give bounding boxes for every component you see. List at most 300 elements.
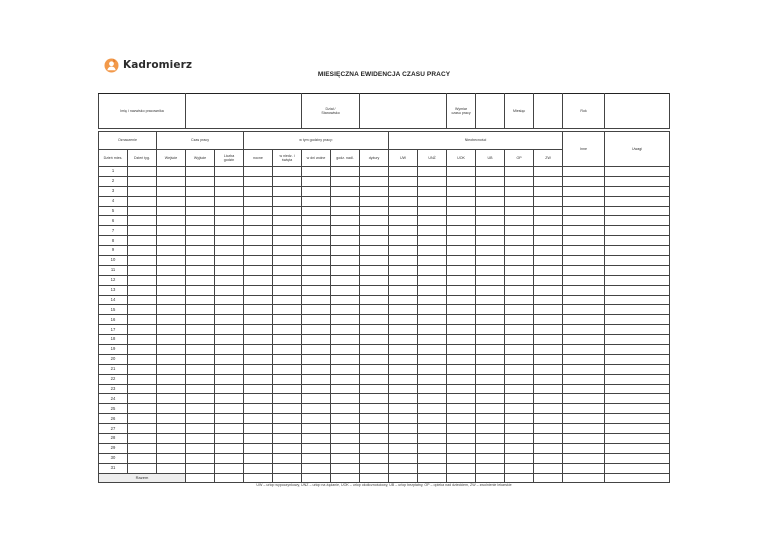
entry-cell[interactable] — [360, 285, 389, 295]
entry-cell[interactable] — [273, 176, 302, 186]
entry-cell[interactable] — [605, 265, 670, 275]
entry-cell[interactable] — [331, 394, 360, 404]
entry-cell[interactable] — [244, 434, 273, 444]
entry-cell[interactable] — [447, 196, 476, 206]
entry-cell[interactable] — [505, 453, 534, 463]
entry-cell[interactable] — [157, 384, 186, 394]
entry-cell[interactable] — [447, 226, 476, 236]
entry-cell[interactable] — [447, 404, 476, 414]
entry-cell[interactable] — [534, 325, 563, 335]
entry-cell[interactable] — [418, 176, 447, 186]
entry-cell[interactable] — [157, 404, 186, 414]
entry-cell[interactable] — [331, 424, 360, 434]
entry-cell[interactable] — [186, 275, 215, 285]
entry-cell[interactable] — [447, 285, 476, 295]
entry-cell[interactable] — [273, 434, 302, 444]
entry-cell[interactable] — [215, 453, 244, 463]
entry-cell[interactable] — [563, 295, 605, 305]
entry-cell[interactable] — [302, 305, 331, 315]
entry-cell[interactable] — [389, 275, 418, 285]
entry-cell[interactable] — [389, 335, 418, 345]
entry-cell[interactable] — [505, 176, 534, 186]
entry-cell[interactable] — [534, 275, 563, 285]
entry-cell[interactable] — [215, 364, 244, 374]
entry-cell[interactable] — [563, 434, 605, 444]
entry-cell[interactable] — [215, 463, 244, 473]
entry-cell[interactable] — [331, 404, 360, 414]
entry-cell[interactable] — [476, 453, 505, 463]
entry-cell[interactable] — [128, 295, 157, 305]
entry-cell[interactable] — [605, 364, 670, 374]
entry-cell[interactable] — [563, 394, 605, 404]
entry-cell[interactable] — [505, 315, 534, 325]
entry-cell[interactable] — [360, 275, 389, 285]
entry-cell[interactable] — [389, 424, 418, 434]
entry-cell[interactable] — [128, 374, 157, 384]
entry-cell[interactable] — [360, 374, 389, 384]
entry-cell[interactable] — [534, 335, 563, 345]
entry-cell[interactable] — [418, 335, 447, 345]
entry-cell[interactable] — [563, 265, 605, 275]
sum-cell[interactable] — [447, 473, 476, 482]
entry-cell[interactable] — [302, 434, 331, 444]
entry-cell[interactable] — [418, 246, 447, 256]
entry-cell[interactable] — [302, 167, 331, 177]
entry-cell[interactable] — [605, 246, 670, 256]
entry-cell[interactable] — [273, 443, 302, 453]
entry-cell[interactable] — [273, 226, 302, 236]
entry-cell[interactable] — [302, 463, 331, 473]
entry-cell[interactable] — [418, 394, 447, 404]
entry-cell[interactable] — [244, 305, 273, 315]
entry-cell[interactable] — [418, 236, 447, 246]
entry-cell[interactable] — [215, 325, 244, 335]
entry-cell[interactable] — [128, 364, 157, 374]
employee-value[interactable] — [186, 94, 302, 129]
entry-cell[interactable] — [215, 246, 244, 256]
entry-cell[interactable] — [447, 463, 476, 473]
entry-cell[interactable] — [476, 384, 505, 394]
entry-cell[interactable] — [389, 404, 418, 414]
entry-cell[interactable] — [186, 196, 215, 206]
entry-cell[interactable] — [563, 315, 605, 325]
entry-cell[interactable] — [389, 295, 418, 305]
entry-cell[interactable] — [186, 453, 215, 463]
entry-cell[interactable] — [563, 345, 605, 355]
entry-cell[interactable] — [563, 285, 605, 295]
entry-cell[interactable] — [215, 305, 244, 315]
entry-cell[interactable] — [215, 404, 244, 414]
entry-cell[interactable] — [605, 404, 670, 414]
entry-cell[interactable] — [447, 265, 476, 275]
entry-cell[interactable] — [157, 295, 186, 305]
sum-cell[interactable] — [418, 473, 447, 482]
entry-cell[interactable] — [360, 345, 389, 355]
entry-cell[interactable] — [447, 434, 476, 444]
entry-cell[interactable] — [563, 354, 605, 364]
entry-cell[interactable] — [215, 374, 244, 384]
entry-cell[interactable] — [215, 434, 244, 444]
entry-cell[interactable] — [244, 364, 273, 374]
entry-cell[interactable] — [505, 295, 534, 305]
entry-cell[interactable] — [389, 354, 418, 364]
entry-cell[interactable] — [447, 374, 476, 384]
entry-cell[interactable] — [505, 325, 534, 335]
entry-cell[interactable] — [273, 424, 302, 434]
entry-cell[interactable] — [331, 414, 360, 424]
entry-cell[interactable] — [418, 404, 447, 414]
entry-cell[interactable] — [244, 345, 273, 355]
entry-cell[interactable] — [331, 354, 360, 364]
entry-cell[interactable] — [447, 315, 476, 325]
entry-cell[interactable] — [534, 424, 563, 434]
entry-cell[interactable] — [505, 424, 534, 434]
entry-cell[interactable] — [186, 325, 215, 335]
entry-cell[interactable] — [186, 256, 215, 266]
entry-cell[interactable] — [418, 443, 447, 453]
entry-cell[interactable] — [302, 453, 331, 463]
entry-cell[interactable] — [563, 424, 605, 434]
entry-cell[interactable] — [389, 246, 418, 256]
entry-cell[interactable] — [563, 335, 605, 345]
sum-cell[interactable] — [186, 473, 215, 482]
entry-cell[interactable] — [563, 167, 605, 177]
entry-cell[interactable] — [534, 414, 563, 424]
entry-cell[interactable] — [244, 325, 273, 335]
entry-cell[interactable] — [563, 226, 605, 236]
entry-cell[interactable] — [447, 275, 476, 285]
entry-cell[interactable] — [215, 236, 244, 246]
entry-cell[interactable] — [128, 305, 157, 315]
entry-cell[interactable] — [563, 186, 605, 196]
entry-cell[interactable] — [244, 236, 273, 246]
entry-cell[interactable] — [418, 167, 447, 177]
entry-cell[interactable] — [244, 315, 273, 325]
entry-cell[interactable] — [418, 453, 447, 463]
entry-cell[interactable] — [273, 186, 302, 196]
entry-cell[interactable] — [389, 345, 418, 355]
entry-cell[interactable] — [418, 275, 447, 285]
entry-cell[interactable] — [331, 345, 360, 355]
entry-cell[interactable] — [360, 256, 389, 266]
entry-cell[interactable] — [273, 374, 302, 384]
entry-cell[interactable] — [447, 354, 476, 364]
entry-cell[interactable] — [563, 453, 605, 463]
entry-cell[interactable] — [505, 335, 534, 345]
entry-cell[interactable] — [331, 374, 360, 384]
entry-cell[interactable] — [215, 265, 244, 275]
sum-cell[interactable] — [389, 473, 418, 482]
entry-cell[interactable] — [605, 285, 670, 295]
entry-cell[interactable] — [389, 176, 418, 186]
sum-cell[interactable] — [534, 473, 563, 482]
entry-cell[interactable] — [605, 345, 670, 355]
entry-cell[interactable] — [128, 453, 157, 463]
entry-cell[interactable] — [331, 434, 360, 444]
entry-cell[interactable] — [418, 325, 447, 335]
entry-cell[interactable] — [534, 236, 563, 246]
sum-cell[interactable] — [505, 473, 534, 482]
entry-cell[interactable] — [215, 226, 244, 236]
entry-cell[interactable] — [563, 216, 605, 226]
entry-cell[interactable] — [360, 404, 389, 414]
entry-cell[interactable] — [215, 335, 244, 345]
entry-cell[interactable] — [128, 216, 157, 226]
entry-cell[interactable] — [157, 434, 186, 444]
entry-cell[interactable] — [605, 463, 670, 473]
entry-cell[interactable] — [273, 265, 302, 275]
month-value[interactable] — [534, 94, 563, 129]
entry-cell[interactable] — [186, 226, 215, 236]
entry-cell[interactable] — [605, 325, 670, 335]
entry-cell[interactable] — [273, 246, 302, 256]
entry-cell[interactable] — [244, 414, 273, 424]
sum-cell[interactable] — [215, 473, 244, 482]
entry-cell[interactable] — [331, 176, 360, 186]
entry-cell[interactable] — [244, 404, 273, 414]
entry-cell[interactable] — [273, 295, 302, 305]
entry-cell[interactable] — [331, 305, 360, 315]
entry-cell[interactable] — [418, 216, 447, 226]
year-value[interactable] — [605, 94, 670, 129]
entry-cell[interactable] — [302, 335, 331, 345]
entry-cell[interactable] — [505, 345, 534, 355]
entry-cell[interactable] — [128, 256, 157, 266]
entry-cell[interactable] — [244, 384, 273, 394]
entry-cell[interactable] — [476, 424, 505, 434]
entry-cell[interactable] — [534, 434, 563, 444]
entry-cell[interactable] — [302, 275, 331, 285]
entry-cell[interactable] — [476, 265, 505, 275]
entry-cell[interactable] — [534, 206, 563, 216]
entry-cell[interactable] — [505, 305, 534, 315]
entry-cell[interactable] — [331, 315, 360, 325]
entry-cell[interactable] — [447, 305, 476, 315]
entry-cell[interactable] — [476, 285, 505, 295]
entry-cell[interactable] — [505, 374, 534, 384]
entry-cell[interactable] — [244, 463, 273, 473]
entry-cell[interactable] — [534, 384, 563, 394]
entry-cell[interactable] — [447, 236, 476, 246]
entry-cell[interactable] — [605, 305, 670, 315]
entry-cell[interactable] — [331, 275, 360, 285]
entry-cell[interactable] — [605, 315, 670, 325]
entry-cell[interactable] — [563, 463, 605, 473]
entry-cell[interactable] — [389, 216, 418, 226]
entry-cell[interactable] — [360, 176, 389, 186]
entry-cell[interactable] — [157, 364, 186, 374]
entry-cell[interactable] — [447, 364, 476, 374]
entry-cell[interactable] — [215, 315, 244, 325]
entry-cell[interactable] — [605, 256, 670, 266]
entry-cell[interactable] — [215, 354, 244, 364]
entry-cell[interactable] — [360, 295, 389, 305]
entry-cell[interactable] — [186, 265, 215, 275]
entry-cell[interactable] — [505, 414, 534, 424]
entry-cell[interactable] — [157, 216, 186, 226]
entry-cell[interactable] — [331, 216, 360, 226]
entry-cell[interactable] — [331, 285, 360, 295]
entry-cell[interactable] — [389, 186, 418, 196]
entry-cell[interactable] — [128, 345, 157, 355]
entry-cell[interactable] — [389, 453, 418, 463]
entry-cell[interactable] — [331, 384, 360, 394]
entry-cell[interactable] — [389, 206, 418, 216]
entry-cell[interactable] — [505, 236, 534, 246]
entry-cell[interactable] — [534, 295, 563, 305]
entry-cell[interactable] — [186, 434, 215, 444]
entry-cell[interactable] — [215, 443, 244, 453]
entry-cell[interactable] — [605, 236, 670, 246]
entry-cell[interactable] — [273, 167, 302, 177]
entry-cell[interactable] — [273, 384, 302, 394]
entry-cell[interactable] — [302, 315, 331, 325]
entry-cell[interactable] — [534, 364, 563, 374]
entry-cell[interactable] — [215, 295, 244, 305]
entry-cell[interactable] — [563, 236, 605, 246]
entry-cell[interactable] — [605, 354, 670, 364]
entry-cell[interactable] — [534, 345, 563, 355]
entry-cell[interactable] — [389, 236, 418, 246]
sum-cell[interactable] — [244, 473, 273, 482]
entry-cell[interactable] — [244, 216, 273, 226]
entry-cell[interactable] — [157, 226, 186, 236]
entry-cell[interactable] — [389, 305, 418, 315]
entry-cell[interactable] — [273, 196, 302, 206]
entry-cell[interactable] — [273, 325, 302, 335]
entry-cell[interactable] — [534, 196, 563, 206]
entry-cell[interactable] — [244, 443, 273, 453]
entry-cell[interactable] — [505, 364, 534, 374]
entry-cell[interactable] — [505, 434, 534, 444]
entry-cell[interactable] — [302, 295, 331, 305]
entry-cell[interactable] — [302, 364, 331, 374]
entry-cell[interactable] — [331, 453, 360, 463]
entry-cell[interactable] — [505, 384, 534, 394]
entry-cell[interactable] — [128, 265, 157, 275]
entry-cell[interactable] — [476, 275, 505, 285]
entry-cell[interactable] — [389, 167, 418, 177]
entry-cell[interactable] — [447, 424, 476, 434]
entry-cell[interactable] — [302, 196, 331, 206]
entry-cell[interactable] — [128, 226, 157, 236]
entry-cell[interactable] — [360, 206, 389, 216]
entry-cell[interactable] — [389, 463, 418, 473]
entry-cell[interactable] — [447, 443, 476, 453]
entry-cell[interactable] — [186, 394, 215, 404]
entry-cell[interactable] — [360, 236, 389, 246]
entry-cell[interactable] — [128, 335, 157, 345]
entry-cell[interactable] — [244, 206, 273, 216]
entry-cell[interactable] — [244, 354, 273, 364]
entry-cell[interactable] — [505, 256, 534, 266]
entry-cell[interactable] — [418, 256, 447, 266]
sum-cell[interactable] — [476, 473, 505, 482]
entry-cell[interactable] — [534, 186, 563, 196]
entry-cell[interactable] — [447, 325, 476, 335]
entry-cell[interactable] — [418, 226, 447, 236]
entry-cell[interactable] — [605, 453, 670, 463]
entry-cell[interactable] — [128, 434, 157, 444]
entry-cell[interactable] — [302, 345, 331, 355]
entry-cell[interactable] — [605, 434, 670, 444]
entry-cell[interactable] — [331, 196, 360, 206]
entry-cell[interactable] — [360, 216, 389, 226]
entry-cell[interactable] — [186, 354, 215, 364]
sum-cell[interactable] — [331, 473, 360, 482]
entry-cell[interactable] — [302, 374, 331, 384]
entry-cell[interactable] — [128, 186, 157, 196]
entry-cell[interactable] — [215, 196, 244, 206]
entry-cell[interactable] — [302, 226, 331, 236]
entry-cell[interactable] — [302, 176, 331, 186]
entry-cell[interactable] — [302, 246, 331, 256]
entry-cell[interactable] — [186, 463, 215, 473]
entry-cell[interactable] — [389, 364, 418, 374]
entry-cell[interactable] — [302, 236, 331, 246]
entry-cell[interactable] — [418, 424, 447, 434]
entry-cell[interactable] — [244, 265, 273, 275]
entry-cell[interactable] — [418, 315, 447, 325]
entry-cell[interactable] — [128, 167, 157, 177]
entry-cell[interactable] — [331, 206, 360, 216]
entry-cell[interactable] — [418, 265, 447, 275]
entry-cell[interactable] — [505, 186, 534, 196]
entry-cell[interactable] — [244, 295, 273, 305]
entry-cell[interactable] — [563, 443, 605, 453]
entry-cell[interactable] — [418, 463, 447, 473]
entry-cell[interactable] — [389, 256, 418, 266]
entry-cell[interactable] — [302, 443, 331, 453]
entry-cell[interactable] — [447, 186, 476, 196]
entry-cell[interactable] — [476, 364, 505, 374]
entry-cell[interactable] — [273, 345, 302, 355]
entry-cell[interactable] — [505, 216, 534, 226]
entry-cell[interactable] — [476, 354, 505, 364]
entry-cell[interactable] — [302, 216, 331, 226]
entry-cell[interactable] — [534, 315, 563, 325]
entry-cell[interactable] — [244, 246, 273, 256]
entry-cell[interactable] — [605, 414, 670, 424]
entry-cell[interactable] — [273, 275, 302, 285]
entry-cell[interactable] — [360, 354, 389, 364]
entry-cell[interactable] — [505, 246, 534, 256]
entry-cell[interactable] — [505, 354, 534, 364]
entry-cell[interactable] — [186, 345, 215, 355]
entry-cell[interactable] — [534, 285, 563, 295]
entry-cell[interactable] — [186, 443, 215, 453]
entry-cell[interactable] — [186, 305, 215, 315]
entry-cell[interactable] — [157, 335, 186, 345]
entry-cell[interactable] — [273, 453, 302, 463]
entry-cell[interactable] — [534, 176, 563, 186]
entry-cell[interactable] — [605, 196, 670, 206]
entry-cell[interactable] — [505, 265, 534, 275]
entry-cell[interactable] — [157, 345, 186, 355]
entry-cell[interactable] — [563, 414, 605, 424]
entry-cell[interactable] — [331, 186, 360, 196]
entry-cell[interactable] — [302, 394, 331, 404]
entry-cell[interactable] — [360, 414, 389, 424]
entry-cell[interactable] — [563, 256, 605, 266]
entry-cell[interactable] — [505, 404, 534, 414]
entry-cell[interactable] — [360, 443, 389, 453]
entry-cell[interactable] — [605, 443, 670, 453]
dept-value[interactable] — [360, 94, 447, 129]
entry-cell[interactable] — [186, 186, 215, 196]
entry-cell[interactable] — [476, 345, 505, 355]
entry-cell[interactable] — [563, 246, 605, 256]
